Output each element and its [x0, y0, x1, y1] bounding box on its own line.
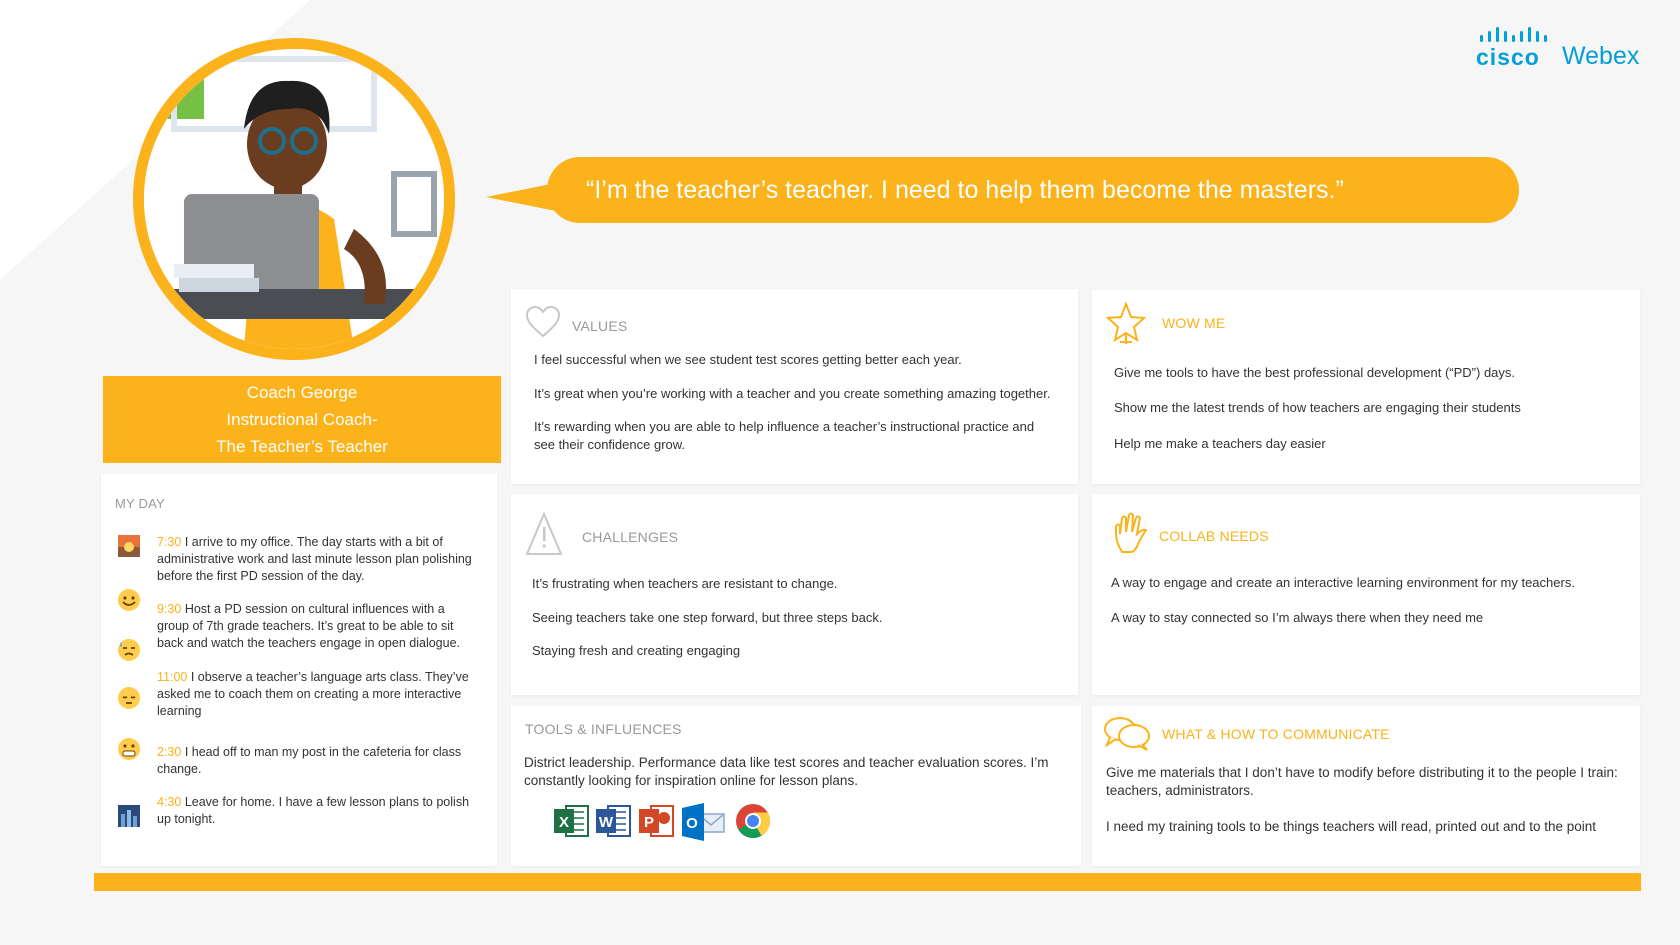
collab-needs-card: [1092, 494, 1640, 695]
values-line: I feel successful when we see student test scores getting better each year.: [534, 352, 962, 367]
my-day-text: I observe a teacher’s language arts class. They’ve asked me to coach them on creating a more interactive learning: [157, 670, 469, 718]
values-line: It’s great when you’re working with a teacher and you create something amazing together.: [534, 386, 1051, 401]
wow-me-title: WOW ME: [1162, 315, 1226, 331]
smiling-face-icon: [117, 588, 141, 612]
downcast-sweat-face-icon: [117, 638, 141, 662]
wow-me-line: Show me the latest trends of how teachers are engaging their students: [1114, 400, 1521, 415]
collab-needs-line: A way to engage and create an interactive learning environment for my teachers.: [1111, 575, 1575, 590]
challenges-line: Seeing teachers take one step forward, but three steps back.: [532, 610, 883, 625]
word-icon: [594, 802, 632, 840]
values-title: VALUES: [572, 318, 628, 334]
my-day-item: [157, 794, 477, 828]
my-day-text: Leave for home. I have a few lesson plans to polish up tonight.: [157, 795, 470, 826]
communicate-line: I need my training tools to be things teachers will read, printed out and to the point: [1106, 819, 1597, 834]
night-city-icon: [117, 804, 141, 828]
logo-brand: cisco: [1476, 44, 1540, 70]
quote-bubble-tail: [486, 183, 556, 211]
persona-name: Coach George: [246, 383, 358, 402]
my-day-time: 2:30: [157, 745, 182, 759]
my-day-card: [101, 474, 497, 866]
collab-needs-line: A way to stay connected so I’m always there when they need me: [1111, 610, 1484, 625]
my-day-time: 4:30: [157, 795, 182, 809]
my-day-time: 7:30: [157, 535, 182, 549]
persona-name-box: [103, 376, 501, 463]
heart-icon: [525, 305, 561, 339]
tools-card: [511, 706, 1081, 866]
challenges-line: It’s frustrating when teachers are resistant to change.: [532, 576, 838, 591]
logo-product: Webex: [1562, 42, 1640, 70]
cisco-bars-icon: [1478, 26, 1556, 44]
grimacing-face-icon: [117, 737, 141, 761]
tools-title: TOOLS & INFLUENCES: [525, 721, 682, 737]
values-card: [511, 289, 1078, 484]
my-day-item: [157, 601, 477, 652]
challenges-line: Staying fresh and creating engaging: [532, 643, 741, 658]
speech-bubbles-icon: [1102, 714, 1152, 752]
raised-hand-icon: [1112, 512, 1150, 554]
communicate-line: Give me materials that I don’t have to modify before distributing it to the people I train: teachers, administrators.: [1106, 765, 1618, 798]
persona-role: Instructional Coach-: [226, 410, 378, 429]
values-line: It’s rewarding when you are able to help influence a teacher’s instructional practice and see their confidence grow.: [534, 419, 1035, 452]
persona-tagline: The Teacher’s Teacher: [216, 437, 388, 456]
communicate-title: WHAT & HOW TO COMMUNICATE: [1162, 726, 1390, 742]
word-letter: W: [598, 814, 614, 831]
cisco-webex-logo: [1476, 24, 1646, 72]
powerpoint-letter: P: [643, 814, 655, 831]
wow-me-card: [1092, 290, 1640, 484]
outlook-icon: [680, 802, 726, 840]
my-day-text: I head off to man my post in the cafeteria for class change.: [157, 745, 462, 776]
my-day-text: Host a PD session on cultural influences with a group of 7th grade teachers. It’s great to be able to sit back and watch the teachers engage in open dialogue.: [157, 602, 461, 650]
persona-avatar: [133, 38, 455, 360]
sunrise-icon: [117, 534, 141, 558]
my-day-item: [157, 669, 477, 720]
my-day-time: 9:30: [157, 602, 182, 616]
chrome-icon: [734, 802, 772, 840]
powerpoint-icon: [637, 802, 675, 840]
wow-me-line: Help me make a teachers day easier: [1114, 436, 1326, 451]
collab-needs-title: COLLAB NEEDS: [1159, 528, 1269, 544]
challenges-card: [511, 494, 1078, 695]
wow-me-line: Give me tools to have the best professional development (“PD”) days.: [1114, 365, 1516, 380]
my-day-item: [157, 534, 477, 585]
footer-bar: [94, 873, 1641, 891]
persona-illustration: [144, 49, 444, 349]
outlook-letter: O: [686, 815, 698, 832]
my-day-time: 11:00: [157, 670, 188, 684]
excel-letter: X: [558, 814, 570, 831]
star-icon: [1106, 302, 1146, 346]
persona-quote: “I’m the teacher’s teacher. I need to help them become the masters.”: [547, 157, 1519, 223]
warning-icon: [525, 512, 563, 556]
my-day-item: [157, 744, 477, 778]
challenges-title: CHALLENGES: [582, 529, 679, 545]
my-day-title: MY DAY: [115, 496, 165, 511]
communicate-card: [1092, 706, 1640, 866]
tools-text: District leadership. Performance data like test scores and teacher evaluation scores. I’m constantly looking for inspiration online for lesson plans.: [524, 755, 1049, 788]
pensive-face-icon: [117, 686, 141, 710]
excel-icon: [552, 802, 590, 840]
my-day-text: I arrive to my office. The day starts with a bit of administrative work and last minute lesson plan polishing before the first PD session of the day.: [157, 535, 472, 583]
